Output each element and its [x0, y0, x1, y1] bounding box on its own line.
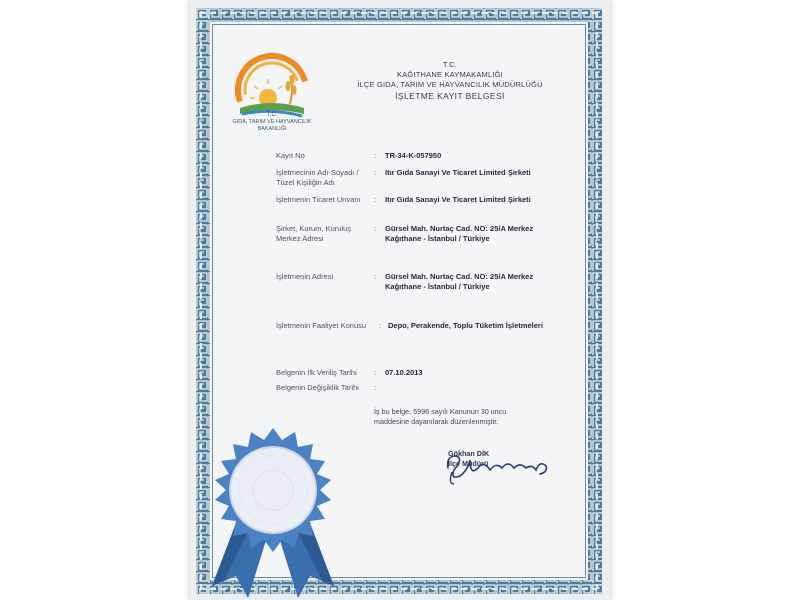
field-value-hq-address: Gürsel Mah. Nurtaç Cad. NO: 25/A Merkez Kağıthane - İstanbul / Türkiye: [385, 224, 534, 243]
signature-icon: [440, 446, 560, 486]
logo-caption-tc: T.C.: [266, 112, 278, 118]
logo-caption-line1: GIDA, TARIM VE HAYVANCILIK: [232, 119, 312, 125]
legal-note: İş bu belge, 5996 sayılı Kanunun 30 uncu maddesine dayanılarak düzenlenmiştir.: [374, 407, 507, 426]
field-label-change-date: Belgenin Değişiklik Tarihi: [276, 383, 359, 392]
field-value-business-address: Gürsel Mah. Nurtaç Cad. NO: 25/A Merkez Kağıthane - İstanbul / Türkiye: [385, 272, 534, 291]
signatory-title: İlçe Müdürü: [448, 459, 489, 468]
field-value-operator-name: Itır Gıda Sanayi Ve Ticaret Limited Şirketi: [385, 168, 531, 177]
field-label-operator-name: İşletmecinin Adı-Soyadı / Tüzel Kişiliğin Adı: [276, 168, 359, 187]
field-label-issue-date: Belgenin İlk Veriliş Tarihi: [276, 368, 357, 377]
official-seal-icon: [198, 418, 348, 600]
field-label-hq-address: Şirket, Kurum, Kuruluş Merkez Adresi: [276, 224, 352, 243]
field-value-issue-date: 07.10.2013: [385, 368, 423, 377]
document-title: İŞLETME KAYIT BELGESİ: [395, 91, 505, 101]
signatory-name: Gökhan DİK: [448, 449, 490, 458]
logo-caption-line2: BAKANLIĞI: [257, 126, 287, 132]
header-district: KAĞITHANE KAYMAKAMLIĞI: [397, 70, 503, 79]
document-header: [300, 60, 600, 101]
field-value-kayit-no: TR-34-K-057950: [385, 151, 442, 160]
field-label-activity: İşletmenin Faaliyet Konusu: [276, 321, 367, 330]
logo-caption: [224, 112, 320, 133]
field-value-trade-name: Itır Gıda Sanayi Ve Ticaret Limited Şirketi: [385, 195, 531, 204]
header-tc: T.C.: [442, 60, 458, 69]
header-directorate: İLÇE GIDA, TARIM VE HAYVANCILIK MÜDÜRLÜĞÜ: [357, 80, 543, 89]
field-label-trade-name: İşletmenin Ticaret Unvanı: [276, 195, 361, 204]
field-value-activity: Depo, Perakende, Toplu Tüketim İşletmeleri: [388, 321, 543, 330]
field-label-business-address: İşletmenin Adresi: [276, 272, 334, 281]
field-label-kayit-no: Kayıt No: [276, 151, 305, 160]
